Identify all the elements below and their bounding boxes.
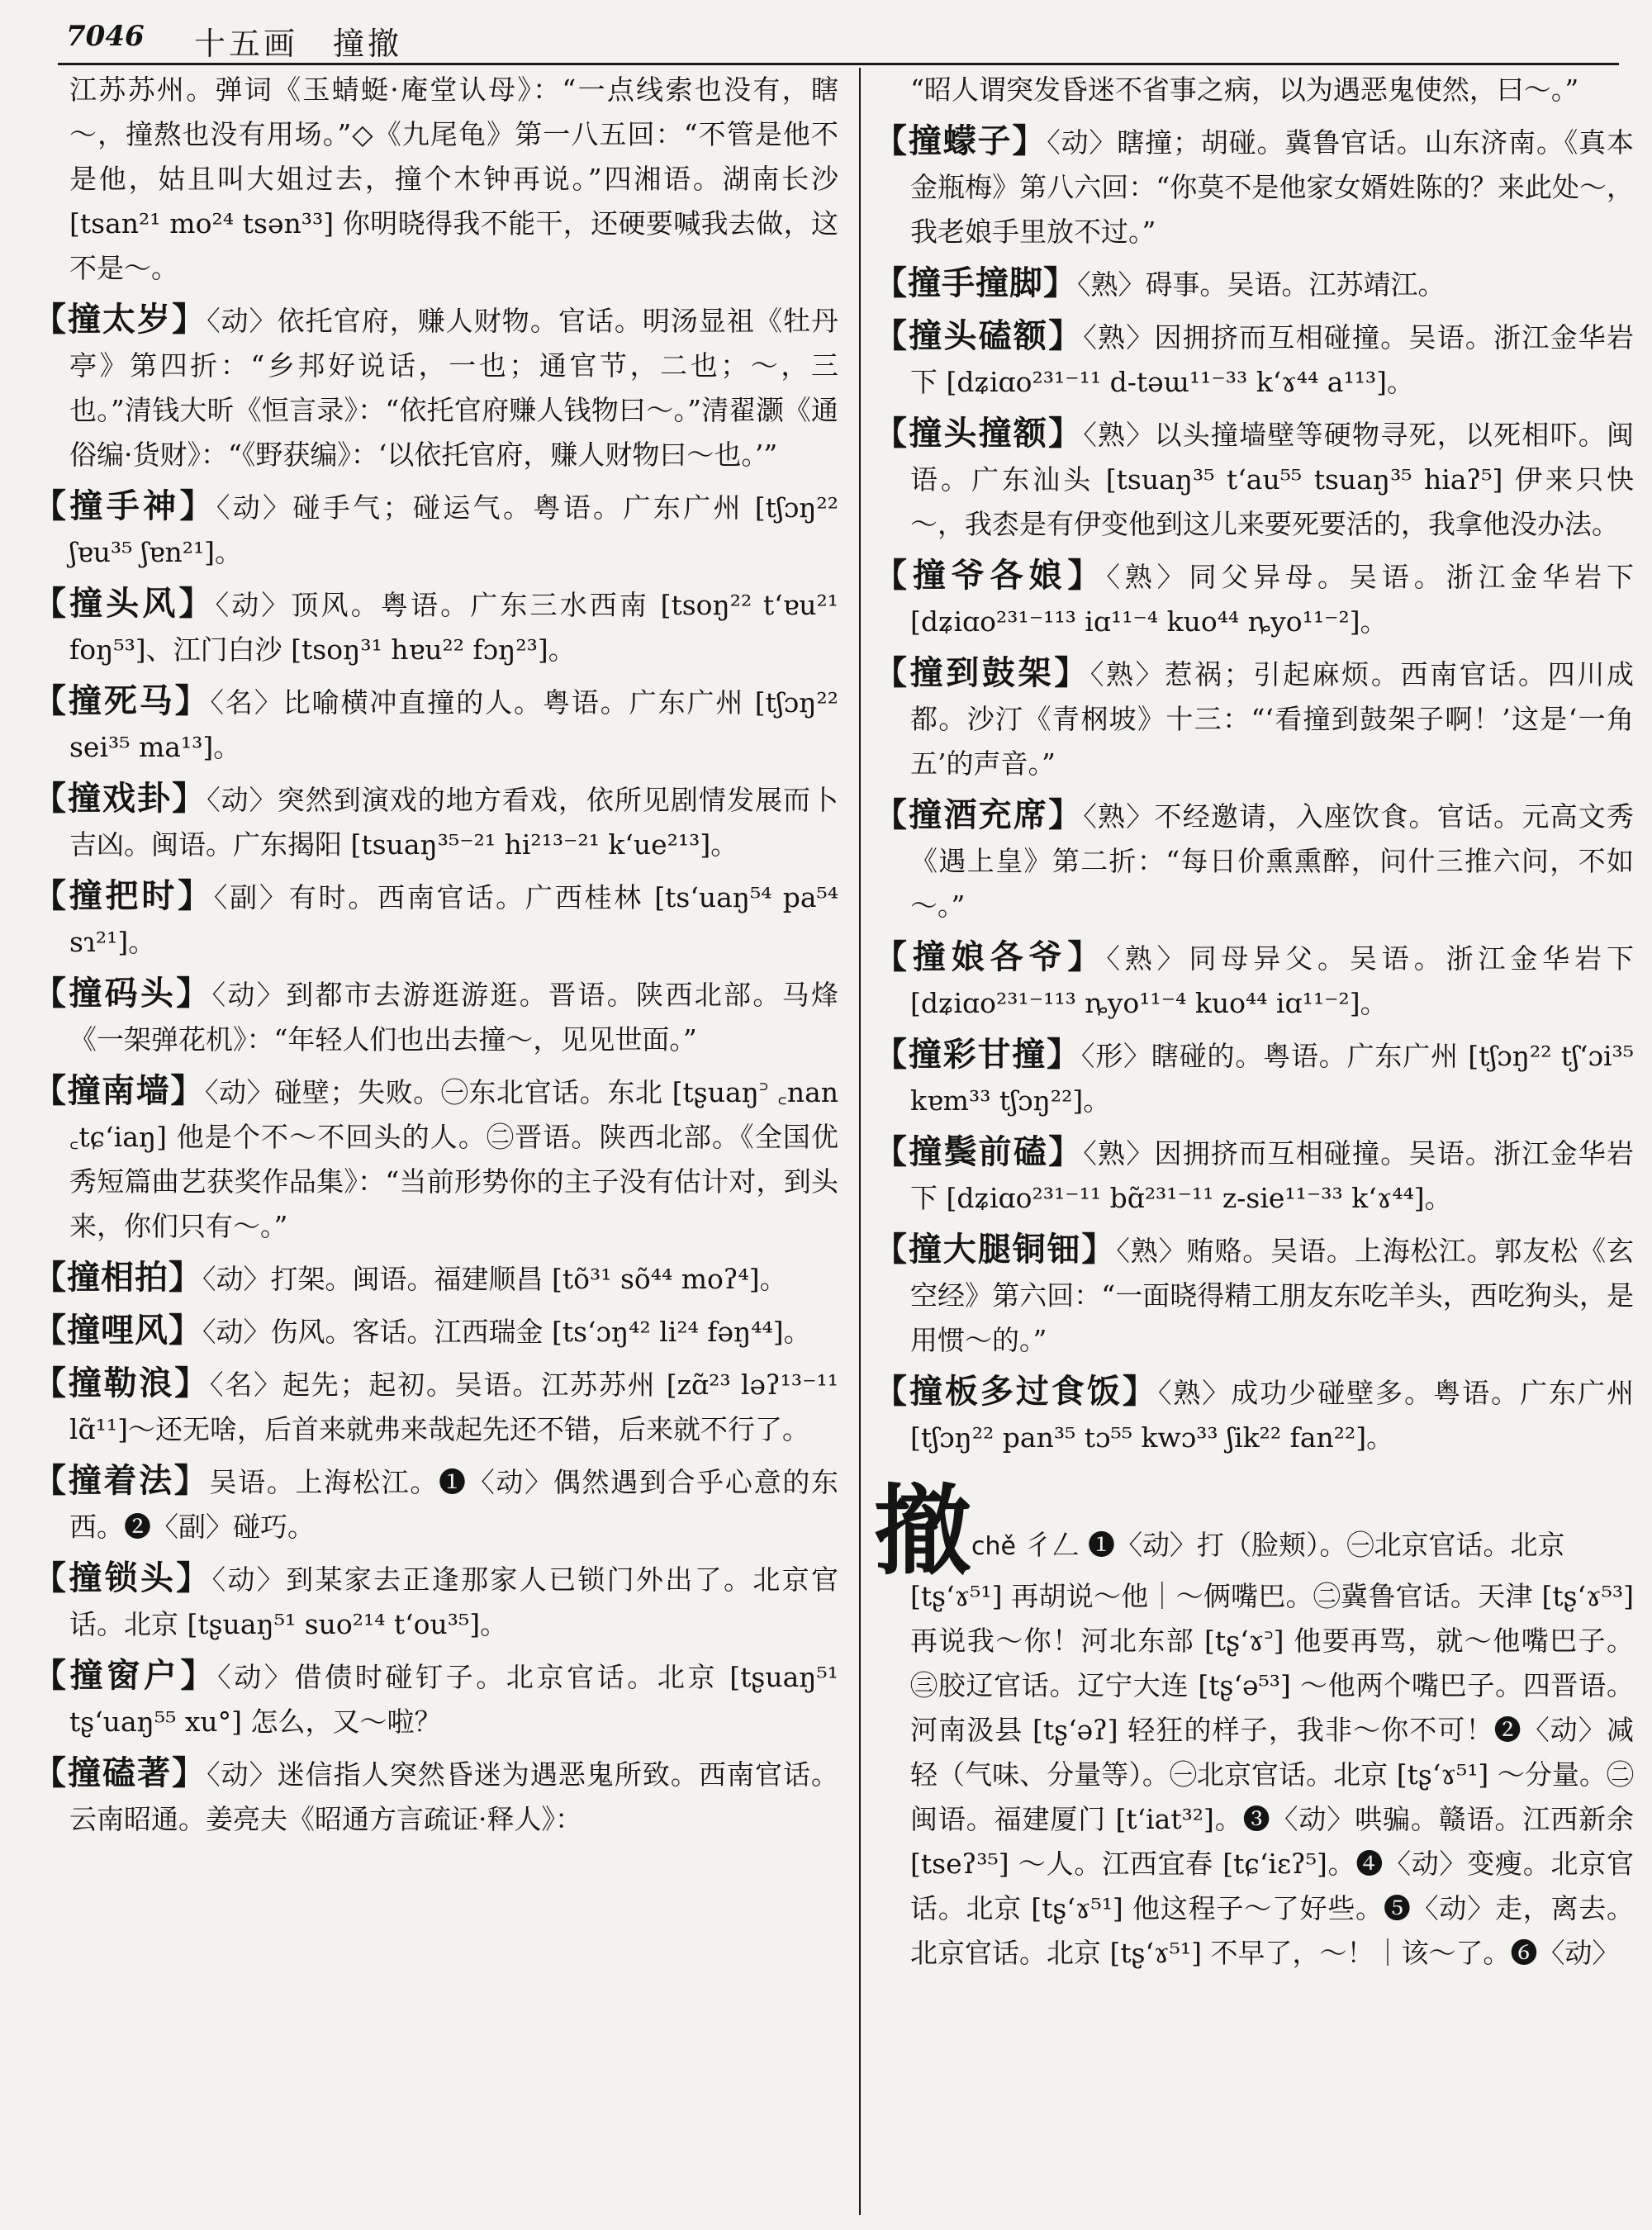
entry-definition: 〈动〉依托官府，赚人财物。官话。明汤显祖《牡丹亭》第四折：“乡邦好说话，一也；通官节，二也；～，三也。”清钱大昕《恒言录》：“依托官府赚人钱物曰～。”清翟灏《通俗编·货财》：“《野获编》：‘以依托官府，赚人财物曰～也。’” [69, 305, 838, 471]
entry-headword: 【撞相拍】 [33, 1258, 202, 1297]
entry-definition: 〈动〉迷信指人突然昏迷为遇恶鬼所致。西南官话。云南昭通。姜亮夫《昭通方言疏证·释人》： [69, 1758, 838, 1835]
main-entry-head [965, 1482, 1634, 1569]
entry-headword: 【撞头磕额】 [874, 316, 1084, 355]
running-head: 十五画 撞撤 [194, 26, 403, 62]
entry-headword: 【撞到鼓架】 [874, 653, 1090, 692]
main-entry [874, 1473, 1634, 1588]
left-column [33, 68, 838, 2223]
entry-definition: 〈熟〉因拥挤而互相碰撞。吴语。浙江金华岩下 [dʑiɑo²³¹⁻¹¹ bɑ̃²³¹⁻¹¹ z-sie¹¹⁻³³ kʻɤ⁴⁴]。 [910, 1137, 1634, 1214]
right-column [874, 68, 1634, 2223]
entry-definition: 〈动〉突然到演戏的地方看戏，依所见剧情发展而卜吉凶。闽语。广东揭阳 [tsuaŋ³⁵⁻²¹ hi²¹³⁻²¹ kʻue²¹³]。 [69, 784, 838, 861]
entry-definition: 吴语。上海松江。❶〈动〉偶然遇到合乎心意的东西。❷〈副〉碰巧。 [69, 1466, 838, 1543]
entry-definition: 〈熟〉以头撞墙壁等硬物寻死，以死相吓。闽语。广东汕头 [tsuaŋ³⁵ tʻau⁵⁵ tsuaŋ³⁵ hiaʔ⁵] 伊来只快～，我枩是有伊变他到这儿来要死要活的，我拿他没办法。 [910, 419, 1634, 540]
entry-definition: 〈动〉借债时碰钉子。北京官话。北京 [tʂuaŋ⁵¹ tʂʻuaŋ⁵⁵ xu°] 怎么，又～啦？ [69, 1661, 838, 1738]
main-entry-pinyin: chě [971, 1532, 1016, 1561]
dictionary-entry [33, 1361, 838, 1452]
entry-headword: 【撞蠓子】 [874, 121, 1047, 160]
entry-headword: 【撞爷各娘】 [874, 556, 1107, 595]
dictionary-entry [874, 1130, 1634, 1221]
entry-definition: 〈动〉到都市去游逛游逛。晋语。陕西北部。马烽《一架弹花机》：“年轻人们也出去撞～，见见世面。” [69, 979, 838, 1056]
entry-headword: 【撞码头】 [33, 974, 212, 1013]
entry-headword: 【撞大腿铜钿】 [874, 1230, 1117, 1269]
entry-definition: 〈动〉碰壁；失败。㊀东北官话。东北 [tʂuaŋ꜄ ꜀nan ꜀tɕʻiaŋ] 他是个不～不回头的人。㊁晋语。陕西北部。《全国优秀短篇曲艺获奖作品集》：“当前形势你的主子没有估计对，到头来，你们只有～。” [69, 1076, 838, 1242]
dictionary-entry [33, 297, 838, 477]
entry-headword: 【撞娘各爷】 [874, 937, 1107, 976]
entry-definition: 〈熟〉同父异母。吴语。浙江金华岩下 [dʑiɑo²³¹⁻¹¹³ iɑ¹¹⁻⁴ kuo⁴⁴ ȵyo¹¹⁻²]。 [910, 561, 1634, 638]
page-number: 7046 [66, 20, 145, 53]
dictionary-entry [874, 553, 1634, 644]
entry-headword: 【撞磕著】 [33, 1753, 207, 1792]
entry-headword: 【撞手撞脚】 [874, 263, 1077, 302]
entry-definition: 〈动〉伤风。客话。江西瑞金 [tsʻɔŋ⁴² li²⁴ fəŋ⁴⁴]。 [202, 1316, 811, 1348]
entry-headword: 【撞彩甘撞】 [874, 1035, 1081, 1074]
entry-definition: 〈熟〉同母异父。吴语。浙江金华岩下 [dʑiɑo²³¹⁻¹¹³ ȵyo¹¹⁻⁴ kuo⁴⁴ iɑ¹¹⁻²]。 [910, 942, 1634, 1019]
page-header [0, 0, 1652, 66]
dictionary-entry [874, 314, 1634, 405]
dictionary-entry [874, 119, 1634, 254]
entry-headword: 【撞手神】 [33, 486, 216, 525]
entry-definition: “昭人谓突发昏迷不省事之病，以为遇恶鬼使然，曰～。” [910, 74, 1579, 106]
dictionary-entry [874, 1227, 1634, 1363]
dictionary-entry [33, 581, 838, 672]
dictionary-entry [33, 1255, 838, 1302]
entry-definition: 〈熟〉成功少碰壁多。粤语。广东广州 [tʃɔŋ²² pan³⁵ tɔ⁵⁵ kwɔ³³ ʃik²² fan²²]。 [910, 1377, 1634, 1454]
entry-definition: 〈熟〉不经邀请，入座饮食。官话。元高文秀《遇上皇》第二折：“每日价熏熏醉，问什三推六问，不如～。” [910, 800, 1634, 922]
entry-definition: 〈熟〉因拥挤而互相碰撞。吴语。浙江金华岩下 [dʑiɑo²³¹⁻¹¹ d-təɯ¹¹⁻³³ kʻɤ⁴⁴ a¹¹³]。 [910, 321, 1634, 398]
dictionary-entry [33, 1556, 838, 1647]
entry-definition: 〈熟〉贿赂。吴语。上海松江。郭友松《玄空经》第六回：“一面晓得精工朋友东吃羊头，西吃狗头，是用惯～的。” [910, 1235, 1634, 1356]
entry-definition: 〈动〉碰手气；碰运气。粤语。广东广州 [tʃɔŋ²² ʃɐu³⁵ ʃɐn²¹]。 [69, 491, 838, 568]
entry-headword: 【撞太岁】 [33, 300, 207, 339]
entry-definition: 〈熟〉碍事。吴语。江苏靖江。 [1077, 268, 1446, 301]
dictionary-entry [33, 1069, 838, 1249]
entry-definition: 〈名〉起先；起初。吴语。江苏苏州 [zɑ̃²³ ləʔ¹³⁻¹¹ lɑ̃¹¹]～还无啥，后首来就弗来哉起先还不错，后来就不行了。 [69, 1369, 838, 1445]
entry-headword: 【撞窗户】 [33, 1656, 218, 1695]
entry-headword: 【撞酒充席】 [874, 795, 1084, 834]
entry-definition: 〈熟〉惹祸；引起麻烦。西南官话。四川成都。沙汀《青㭎坡》十三：“‘看撞到鼓架子啊！’这是‘一角五’的声音。” [910, 658, 1634, 780]
entry-headword: 【撞死马】 [33, 681, 211, 720]
dictionary-entry [33, 679, 838, 770]
dictionary-entry [33, 1308, 838, 1355]
dictionary-entry [874, 1032, 1634, 1123]
dictionary-entry [33, 1654, 838, 1744]
entry-definition: 〈副〉有时。西南官话。广西桂林 [tsʻuaŋ⁵⁴ pa⁵⁴ sɿ²¹]。 [69, 881, 838, 958]
entry-headword: 【撞勒浪】 [33, 1364, 211, 1402]
entry-headword: 【撞南墙】 [33, 1071, 205, 1110]
dictionary-entry [33, 68, 838, 291]
dictionary-entry [33, 484, 838, 575]
entry-definition: 江苏苏州。弹词《玉蜻蜓·庵堂认母》：“一点线索也没有，瞎～，撞熬也没有用场。”◇《九尾龟》第一八五回：“不管是他不是他，姑且叫大姐过去，撞个木钟再说。”四湘语。湖南长沙 [tsan²¹ mo²⁴ tsən³³] 你明晓得我不能干，还硬要喊我去做，这不是～。 [69, 74, 838, 284]
entry-headword: 【撞鬓前磕】 [874, 1132, 1084, 1171]
entry-definition: 〈动〉瞎撞；胡碰。冀鲁官话。山东济南。《真本金瓶梅》第八六回：“你莫不是他家女婿姓陈的？来此处～，我老娘手里放不过。” [910, 126, 1634, 248]
dictionary-entry [33, 874, 838, 965]
entry-headword: 【撞头风】 [33, 584, 216, 623]
header-rule [58, 63, 1619, 65]
dictionary-entry [33, 776, 838, 867]
main-entry-character: 撤 [874, 1473, 972, 1588]
dictionary-entry [33, 1751, 838, 1842]
entry-headword: 【撞着法】 [33, 1461, 210, 1500]
entry-headword: 【撞把时】 [33, 876, 214, 915]
dictionary-entry [874, 68, 1634, 112]
dictionary-entry [33, 1459, 838, 1549]
main-entry-definition: [tʂʻɤ⁵¹] 再胡说～他｜～俩嘴巴。㊁冀鲁官话。天津 [tʂʻɤ⁵³] 再说我～你！河北东部 [tʂʻɤ꜄] 他要再骂，就～他嘴巴子。㊂胶辽官话。辽宁大连 [tʂʻə⁵³] ～他两个嘴巴子。四晋语。河南汲县 [tʂʻəʔ] 轻狂的样子，我非～你不可！❷〈动〉减轻（气味、分量等）。㊀北京官话。北京 [tʂʻɤ⁵¹] ～分量。㊁闽语。福建厦门 [tʻiat³²]。❸〈动〉哄骗。赣语。江西新余 [tseʔ³⁵] ～人。江西宜春 [tɕʻiɛʔ⁵]。❹〈动〉变瘦。北京官话。北京 [tʂʻɤ⁵¹] 他这程子～了好些。❺〈动〉走，离去。北京官话。北京 [tʂʻɤ⁵¹] 不早了，～！｜该～了。❻〈动〉 [910, 1580, 1634, 1969]
entry-definition: 〈形〉瞎碰的。粤语。广东广州 [tʃɔŋ²² tʃʻɔi³⁵ kɐm³³ tʃɔŋ²²]。 [910, 1040, 1634, 1117]
entry-headword: 【撞锁头】 [33, 1559, 212, 1597]
main-entry-definition-first: 彳𠃋 ❶〈动〉打（脸颊）。㊀北京官话。北京 [1024, 1529, 1565, 1561]
dictionary-entry [874, 651, 1634, 786]
entry-headword: 【撞板多过食饭】 [874, 1372, 1158, 1411]
entry-definition: 〈动〉打架。闽语。福建顺昌 [tõ³¹ sõ⁴⁴ moʔ⁴]。 [202, 1263, 787, 1295]
entry-headword: 【撞戏卦】 [33, 779, 207, 818]
dictionary-entry [874, 411, 1634, 547]
column-divider [859, 68, 861, 2215]
dictionary-entry [874, 1369, 1634, 1460]
entry-definition: 〈动〉到某家去正逢那家人已锁门外出了。北京官话。北京 [tʂuaŋ⁵¹ suo²¹⁴ tʻou³⁵]。 [69, 1563, 838, 1640]
entry-definition: 〈名〉比喻横冲直撞的人。粤语。广东广州 [tʃɔŋ²² sei³⁵ ma¹³]。 [69, 686, 838, 763]
entry-headword: 【撞头撞额】 [874, 414, 1084, 453]
entry-headword: 【撞哩风】 [33, 1311, 202, 1350]
dictionary-entry [874, 935, 1634, 1026]
entry-definition: 〈动〉顶风。粤语。广东三水西南 [tsoŋ²² tʻɐu²¹ foŋ⁵³]、江门白沙 [tsoŋ³¹ hɐu²² fɔŋ²³]。 [69, 589, 838, 666]
dictionary-entry [874, 793, 1634, 928]
dictionary-entry [874, 261, 1634, 307]
dictionary-entry [33, 971, 838, 1062]
